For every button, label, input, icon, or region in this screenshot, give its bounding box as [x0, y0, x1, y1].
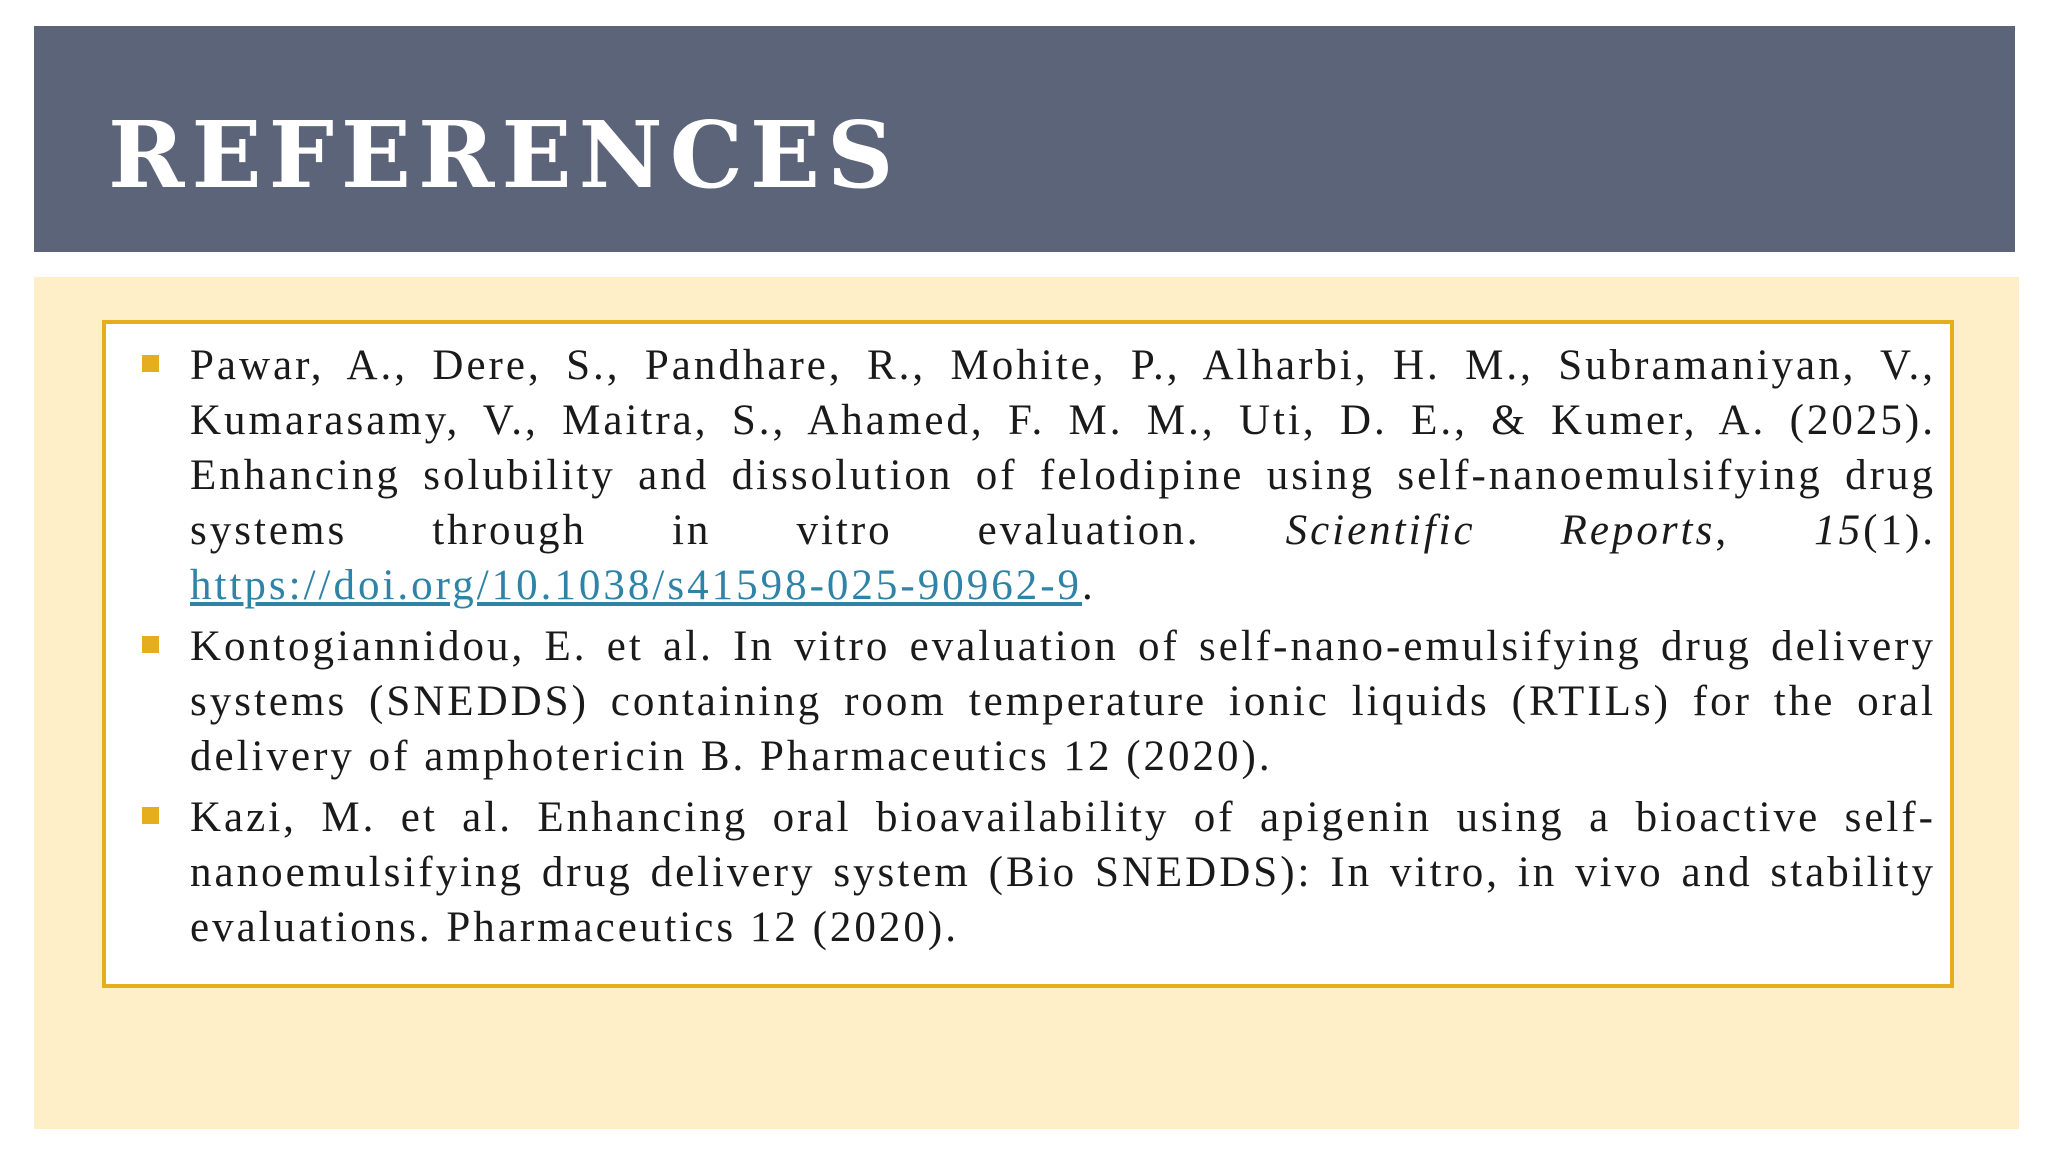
square-bullet-icon — [142, 636, 159, 653]
reference-item-2 — [190, 619, 1936, 784]
slide-title: REFERENCES — [108, 101, 901, 209]
reference-item-3 — [190, 790, 1936, 955]
references-box — [102, 320, 1954, 988]
reference-3-text: Kazi, M. et al. Enhancing oral bioavailability of apigenin using a bioactive self-nanoemulsifying drug delivery system (Bio SNEDDS): In vitro, in vivo and stability evaluations. Pharmaceutics 12 (2020). — [190, 794, 1936, 951]
reference-1-separator: , — [1715, 507, 1815, 554]
reference-2-text: Kontogiannidou, E. et al. In vitro evaluation of self-nano-emulsifying drug delivery systems (SNEDDS) containing room temperature ionic liquids (RTILs) for the oral delivery of amphotericin B. Pharmaceutics 12 (2020). — [190, 623, 1936, 780]
reference-1-issue: (1). — [1863, 507, 1937, 554]
reference-1-volume: 15 — [1814, 507, 1864, 554]
reference-item-1 — [190, 338, 1936, 613]
reference-1-journal: Scientific Reports — [1285, 507, 1716, 554]
square-bullet-icon — [142, 355, 159, 372]
square-bullet-icon — [142, 807, 159, 824]
reference-1-citation: Pawar, A., Dere, S., Pandhare, R., Mohite, P., Alharbi, H. M., Subramaniyan, V., Kumarasamy, V., Maitra, S., Ahamed, F. M. M., Uti, D. E., & Kumer, A. (2025). Enhancing solubility and dissolution of felodipine using self-nanoemulsifying drug systems through in vitro evaluation. — [190, 342, 1936, 554]
reference-1-end: . — [1082, 562, 1096, 609]
reference-list — [190, 338, 1936, 961]
reference-1-doi-link[interactable]: https://doi.org/10.1038/s41598-025-90962-9 — [190, 562, 1083, 609]
